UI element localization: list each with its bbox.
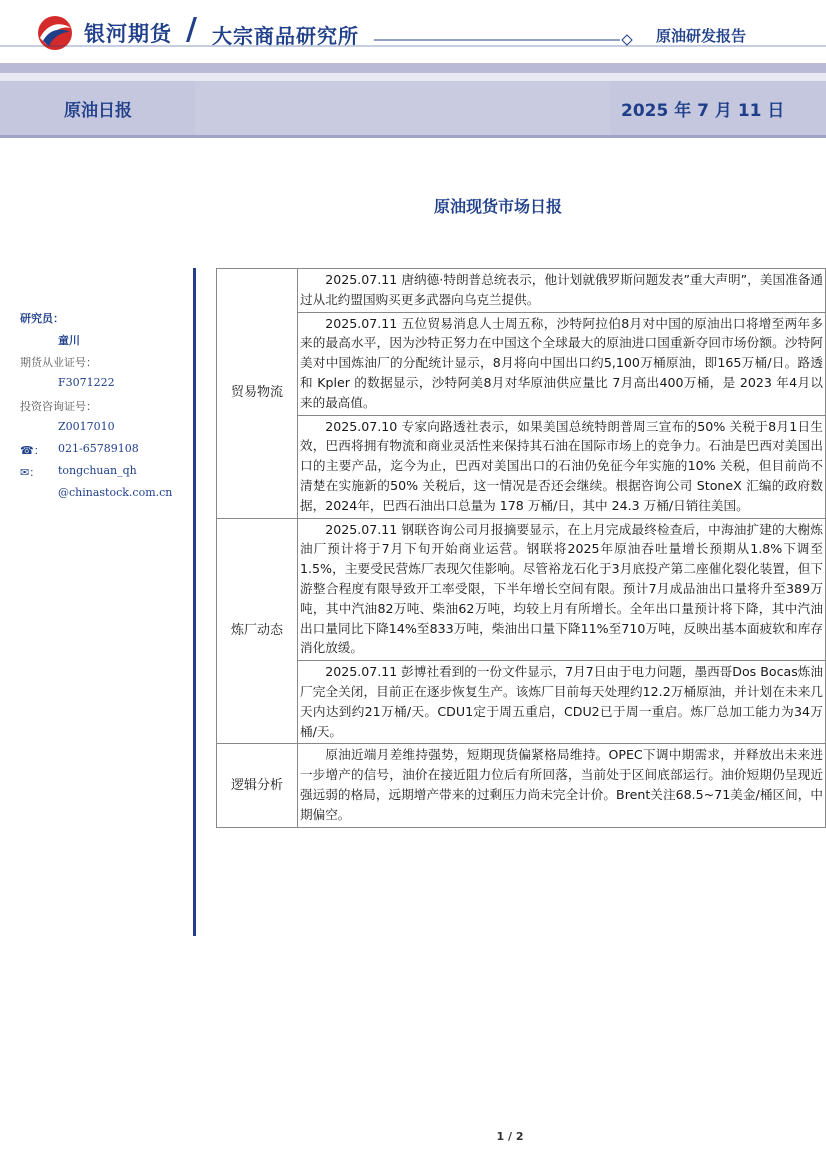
phone-number[interactable]: 021-65789108 — [58, 442, 139, 455]
investment-cert-label: 投资咨询证号： — [20, 400, 97, 413]
header-separator: / — [186, 12, 197, 47]
page-number: 1 / 2 — [496, 1130, 524, 1143]
document-title: 原油现货市场日报 — [433, 197, 562, 216]
investment-cert-number: Z0017010 — [58, 420, 115, 433]
band-top-stripe — [0, 63, 826, 73]
table-row — [217, 661, 826, 744]
table-row — [217, 415, 826, 518]
researcher-name: 童川 — [58, 334, 80, 347]
news-entry: 2025.07.10 专家向路透社表示，如果美国总统特朗普周三宣布的50% 关税于8月1日生效，巴西将拥有物流和商业灵活性来保持其石油在国际市场上的竞争力。石油是巴西对美国出口的主要产品，迄今为止，巴西对美国出口的石油仍免征今年实施的10% 关税，但目前尚不清楚在实施新的50% 关税后，这一情况是否还会继续。根据咨询公司 StoneX 汇编的政府数据，2024年，巴西石油出口总量为 178 万桶/日，其中 24.3 万桶/日销往美国。 — [298, 415, 826, 518]
table-row — [217, 744, 826, 827]
news-entry: 2025.07.11 钢联咨询公司月报摘要显示，在上月完成最终检查后，中海油扩建的大榭炼油厂预计将于7月下旬开始商业运营。钢联将2025年原油吞吐量增长预期从1.8%下调至1.5%，主要受民营炼厂表现欠佳影响。尽管裕龙石化于3月底投产第二座催化裂化装置，但下游整合程度有限导致开工率受限，下半年增长空间有限。预计7月成品油出口量将升至389万吨，其中汽油82万吨、柴油62万吨，均较上月有所增长。全年出口量预计将下降，其中汽油出口量同比下降14%至833万吨，柴油出口量下降11%至710万吨，反映出基本面疲软和库存消化放缓。 — [298, 518, 826, 661]
news-entry: 2025.07.11 彭博社看到的一份文件显示，7月7日由于电力问题，墨西哥Dos Bocas炼油厂完全关闭，目前正在逐步恢复生产。该炼厂目前每天处理约12.2万桶原油，并计划在未来几天内达到约21万桶/天。CDU1定于周五重启，CDU2已于周一重启。炼厂总加工能力为34万桶/天。 — [298, 661, 826, 744]
report-type-label: 原油研发报告 — [656, 27, 747, 45]
analysis-entry: 原油近端月差维持强势，短期现货偏紧格局维持。OPEC下调中期需求，并释放出未来进一步增产的信号，油价在接近阻力位后有所回落，当前处于区间底部运行。油价短期仍呈现近强远弱的格局，远期增产带来的过剩压力尚未完全计价。Brent关注68.5~71美金/桶区间，中期偏空。 — [298, 744, 826, 827]
brand-name: 银河期货 — [84, 22, 172, 46]
institute-name: 大宗商品研究所 — [212, 24, 359, 48]
futures-cert-number: F3071222 — [58, 376, 115, 389]
news-entry: 2025.07.11 五位贸易消息人士周五称，沙特阿拉伯8月对中国的原油出口将增至两年多来的最高水平，因为沙特正努力在中国这个全球最大的原油进口国重新夺回市场份额。沙特阿美对中国炼油厂的分配统计显示，8月将向中国出口约5,100万桶原油，即165万桶/日。路透和 Kpler 的数据显示，沙特阿美8月对华原油供应量比 7月高出400万桶，是 2023 年4月以来的最高值。 — [298, 312, 826, 415]
table-row — [217, 312, 826, 415]
email-address-line2[interactable]: @chinastock.com.cn — [58, 486, 173, 499]
report-date: 2025 年 7 月 11 日 — [621, 101, 785, 121]
futures-cert-label: 期货从业证号： — [20, 356, 97, 369]
category-cell: 炼厂动态 — [217, 518, 298, 744]
sidebar-divider — [193, 268, 196, 936]
news-entry: 2025.07.11 唐纳德·特朗普总统表示，他计划就俄罗斯问题发表”重大声明”，美国准备通过从北约盟国购买更多武器向乌克兰提供。 — [298, 269, 826, 313]
phone-icon: ☎： — [20, 444, 45, 457]
report-title: 原油日报 — [64, 101, 132, 121]
researcher-label: 研究员： — [20, 312, 64, 325]
band-bottom-stripe — [0, 135, 826, 138]
report-table — [216, 268, 826, 828]
band-mid-stripe — [0, 73, 826, 81]
category-cell: 逻辑分析 — [217, 744, 298, 827]
email-address-line1[interactable]: tongchuan_qh — [58, 464, 137, 477]
category-cell: 贸易物流 — [217, 269, 298, 519]
table-row — [217, 518, 826, 661]
email-icon: ✉： — [20, 466, 41, 479]
table-row — [217, 269, 826, 313]
